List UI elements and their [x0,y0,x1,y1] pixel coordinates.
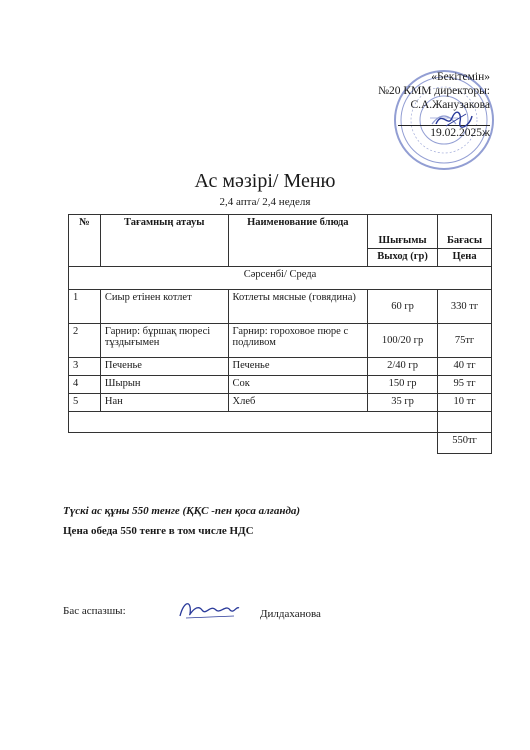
day-label: Сәрсенбі/ Среда [69,267,492,290]
table-row [69,324,492,358]
row-name-kz: Гарнир: бұршақ пюресі тұздығымен [100,324,228,358]
row-num: 2 [69,324,101,358]
row-name-ru: Котлеты мясные (говядина) [228,290,368,324]
approval-position: №20 КММ директоры: [378,85,490,97]
chef-label: Бас аспазшы: [63,605,126,617]
page-title: Ас мәзірі/ Меню [194,170,336,192]
row-name-kz: Шырын [100,376,228,394]
price-note-kz: Түскі ас құны 550 тенге (ҚҚС -пен қоса алғанда) [63,505,301,517]
menu-table [68,214,492,454]
row-name-kz: Сиыр етінен котлет [100,290,228,324]
row-name-kz: Нан [100,394,228,412]
table-row [69,376,492,394]
row-name-ru: Печенье [228,358,368,376]
day-row [69,267,492,290]
approval-title: «Бекітемін» [431,71,490,83]
row-output: 2/40 гр [368,358,438,376]
chef-name: Дилдаханова [260,608,321,620]
row-price: 95 тг [438,376,492,394]
row-name-ru: Хлеб [228,394,368,412]
row-name-ru: Гарнир: гороховое пюре с подливом [228,324,368,358]
empty-price-cell [438,412,492,433]
header-name-ru: Наименование блюда [228,215,368,267]
table-row [69,290,492,324]
total-price: 550тг [438,433,492,454]
row-num: 5 [69,394,101,412]
header-output-kz: Шығымы [368,215,438,249]
total-spacer [69,433,438,454]
empty-row [69,412,492,433]
header-name-kz: Тағамның атауы [100,215,228,267]
row-num: 4 [69,376,101,394]
row-num: 3 [69,358,101,376]
row-price: 75тг [438,324,492,358]
director-signature [432,108,474,130]
row-price: 330 тг [438,290,492,324]
empty-cell [69,412,438,433]
header-num: № [69,215,101,267]
row-output: 150 гр [368,376,438,394]
row-output: 100/20 гр [368,324,438,358]
row-name-ru: Сок [228,376,368,394]
header-price-kz: Бағасы [438,215,492,249]
row-output: 35 гр [368,394,438,412]
header-output-ru: Выход (гр) [368,249,438,267]
total-row [69,433,492,454]
price-note-ru: Цена обеда 550 тенге в том числе НДС [63,525,254,537]
row-price: 10 тг [438,394,492,412]
approval-date: 19.02.2025ж [430,127,490,139]
row-output: 60 гр [368,290,438,324]
chef-signature [176,596,242,622]
row-name-kz: Печенье [100,358,228,376]
page-subtitle: 2,4 апта/ 2,4 неделя [219,196,311,208]
table-header-row [69,215,492,249]
table-row [69,394,492,412]
row-price: 40 тг [438,358,492,376]
row-num: 1 [69,290,101,324]
table-row [69,358,492,376]
approval-director-name: С.А.Жанузакова [410,99,490,111]
header-price-ru: Цена [438,249,492,267]
